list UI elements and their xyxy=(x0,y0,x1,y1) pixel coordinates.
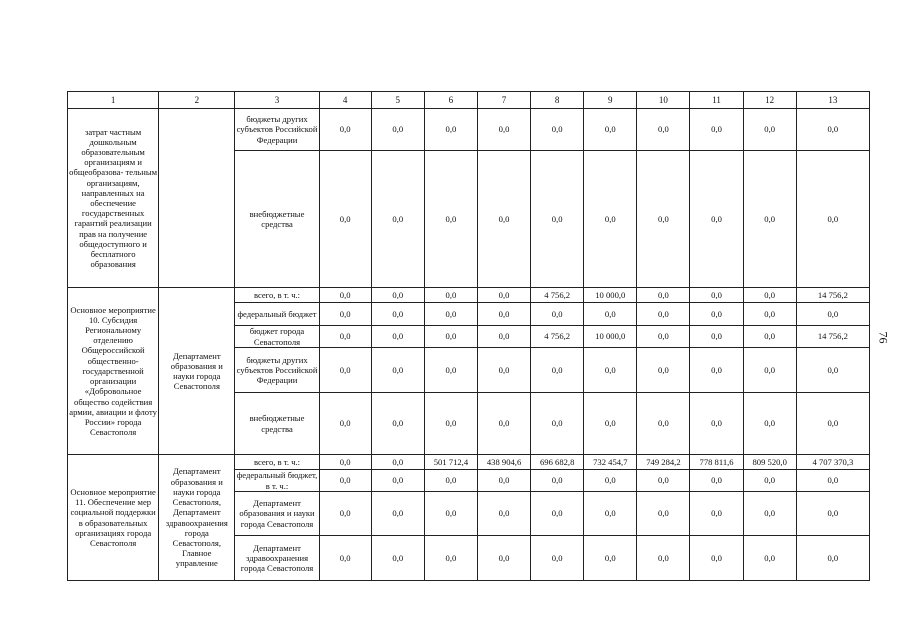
value-cell: 438 904,6 xyxy=(477,455,530,470)
value-cell: 0,0 xyxy=(690,348,743,393)
budget-table xyxy=(67,91,870,581)
table-row xyxy=(68,109,870,151)
value-cell: 0,0 xyxy=(796,151,869,288)
value-cell: 0,0 xyxy=(477,492,530,536)
value-cell: 0,0 xyxy=(531,536,584,581)
value-cell: 0,0 xyxy=(319,492,371,536)
value-cell: 0,0 xyxy=(743,326,796,348)
value-cell: 0,0 xyxy=(424,492,477,536)
header-cell: 3 xyxy=(235,92,319,109)
value-cell: 0,0 xyxy=(690,326,743,348)
header-cell: 11 xyxy=(690,92,743,109)
value-cell: 4 707 370,3 xyxy=(796,455,869,470)
header-cell: 1 xyxy=(68,92,159,109)
value-cell: 0,0 xyxy=(690,536,743,581)
value-cell: 0,0 xyxy=(371,536,424,581)
value-cell: 0,0 xyxy=(371,348,424,393)
value-cell: 0,0 xyxy=(531,151,584,288)
value-cell: 0,0 xyxy=(424,303,477,326)
value-cell: 0,0 xyxy=(743,151,796,288)
header-cell: 6 xyxy=(424,92,477,109)
value-cell: 0,0 xyxy=(796,393,869,455)
measure-name-cell: затрат частным дошкольным образовательным организациям и общеобразова- тельным организациям, направленных на обеспечение государственных гарантий реализации прав на получение общедоступного и бесплатного образования xyxy=(68,109,159,288)
value-cell: 0,0 xyxy=(424,536,477,581)
value-cell: 0,0 xyxy=(584,303,637,326)
value-cell: 0,0 xyxy=(796,303,869,326)
executor-cell: Департамент образования и науки города Севастополя, Департамент здравоохранения города Севастополя, Главное управление xyxy=(159,455,235,581)
value-cell: 0,0 xyxy=(743,348,796,393)
value-cell: 0,0 xyxy=(424,109,477,151)
value-cell: 0,0 xyxy=(584,348,637,393)
value-cell: 4 756,2 xyxy=(531,326,584,348)
value-cell: 0,0 xyxy=(371,326,424,348)
value-cell: 0,0 xyxy=(319,455,371,470)
value-cell: 0,0 xyxy=(743,536,796,581)
value-cell: 4 756,2 xyxy=(531,288,584,303)
value-cell: 0,0 xyxy=(319,288,371,303)
value-cell: 0,0 xyxy=(690,470,743,492)
value-cell: 0,0 xyxy=(531,470,584,492)
value-cell: 0,0 xyxy=(690,303,743,326)
value-cell: 0,0 xyxy=(743,470,796,492)
funding-source-cell: федеральный бюджет xyxy=(235,303,319,326)
value-cell: 0,0 xyxy=(319,348,371,393)
funding-source-cell: федеральный бюджет, в т. ч.: xyxy=(236,470,318,491)
value-cell: 732 454,7 xyxy=(584,455,637,470)
funding-source-cell: бюджеты других субъектов Российской Федерации xyxy=(235,348,319,393)
value-cell: 0,0 xyxy=(424,470,477,492)
value-cell: 0,0 xyxy=(796,470,869,492)
value-cell: 0,0 xyxy=(477,470,530,492)
value-cell: 10 000,0 xyxy=(584,326,637,348)
measure-name-cell: Основное мероприятие 10. Субсидия Региональному отделению Общероссийской общественно- государственной организации «Добровольное общество содействия армии, авиации и флоту России» города Севастополя xyxy=(68,288,159,455)
value-cell: 14 756,2 xyxy=(796,288,869,303)
value-cell: 0,0 xyxy=(743,109,796,151)
funding-source-cell: Департамент образования и науки города Севастополя xyxy=(235,492,319,536)
value-cell: 696 682,8 xyxy=(531,455,584,470)
value-cell: 0,0 xyxy=(371,455,424,470)
value-cell: 0,0 xyxy=(637,470,690,492)
value-cell: 0,0 xyxy=(690,393,743,455)
value-cell: 0,0 xyxy=(584,470,637,492)
value-cell: 0,0 xyxy=(796,536,869,581)
value-cell: 0,0 xyxy=(371,303,424,326)
value-cell: 0,0 xyxy=(637,288,690,303)
value-cell: 0,0 xyxy=(637,109,690,151)
value-cell: 0,0 xyxy=(477,109,530,151)
value-cell: 0,0 xyxy=(690,151,743,288)
page-number: 76 xyxy=(876,331,891,344)
value-cell: 0,0 xyxy=(584,492,637,536)
executor-cell xyxy=(159,109,235,288)
value-cell: 0,0 xyxy=(584,393,637,455)
header-cell: 7 xyxy=(477,92,530,109)
executor-cell: Департамент образования и науки города Севастополя xyxy=(159,288,235,455)
value-cell: 0,0 xyxy=(637,151,690,288)
value-cell: 0,0 xyxy=(319,326,371,348)
value-cell: 0,0 xyxy=(477,393,530,455)
value-cell: 0,0 xyxy=(319,536,371,581)
value-cell: 0,0 xyxy=(371,492,424,536)
value-cell: 0,0 xyxy=(531,303,584,326)
value-cell: 0,0 xyxy=(319,151,371,288)
value-cell: 0,0 xyxy=(424,393,477,455)
value-cell: 0,0 xyxy=(477,151,530,288)
value-cell: 0,0 xyxy=(477,303,530,326)
value-cell: 0,0 xyxy=(796,348,869,393)
value-cell: 0,0 xyxy=(690,288,743,303)
value-cell: 0,0 xyxy=(531,348,584,393)
funding-source-cell: бюджеты других субъектов Российской Федерации xyxy=(235,109,319,151)
table-row xyxy=(68,288,870,303)
value-cell: 809 520,0 xyxy=(743,455,796,470)
header-cell: 8 xyxy=(531,92,584,109)
value-cell: 10 000,0 xyxy=(584,288,637,303)
value-cell: 0,0 xyxy=(637,536,690,581)
value-cell: 0,0 xyxy=(319,109,371,151)
value-cell: 0,0 xyxy=(319,470,371,492)
header-cell: 4 xyxy=(319,92,371,109)
funding-source-cell: внебюджетные средства xyxy=(235,151,319,288)
measure-name-cell: Основное мероприятие 11. Обеспечение мер социальной поддержки в образовательных организациях города Севастополя xyxy=(68,455,159,581)
funding-source-cell: всего, в т. ч.: xyxy=(235,455,319,470)
value-cell: 0,0 xyxy=(424,288,477,303)
value-cell: 0,0 xyxy=(477,288,530,303)
value-cell: 0,0 xyxy=(319,393,371,455)
value-cell: 0,0 xyxy=(690,492,743,536)
value-cell: 0,0 xyxy=(637,393,690,455)
value-cell: 0,0 xyxy=(637,492,690,536)
header-cell: 2 xyxy=(159,92,235,109)
header-cell: 12 xyxy=(743,92,796,109)
value-cell: 0,0 xyxy=(477,348,530,393)
value-cell: 14 756,2 xyxy=(796,326,869,348)
value-cell: 0,0 xyxy=(371,109,424,151)
value-cell: 0,0 xyxy=(637,326,690,348)
value-cell: 778 811,6 xyxy=(690,455,743,470)
header-cell: 13 xyxy=(796,92,869,109)
value-cell: 0,0 xyxy=(424,151,477,288)
funding-source-cell: внебюджетные средства xyxy=(235,393,319,455)
value-cell: 0,0 xyxy=(531,393,584,455)
funding-source-cell: всего, в т. ч.: xyxy=(235,288,319,303)
value-cell: 0,0 xyxy=(796,109,869,151)
value-cell: 0,0 xyxy=(531,492,584,536)
value-cell: 0,0 xyxy=(743,393,796,455)
value-cell: 0,0 xyxy=(584,536,637,581)
header-cell: 9 xyxy=(584,92,637,109)
value-cell: 0,0 xyxy=(637,303,690,326)
value-cell: 749 284,2 xyxy=(637,455,690,470)
value-cell: 0,0 xyxy=(424,348,477,393)
header-row xyxy=(68,92,870,109)
value-cell: 0,0 xyxy=(424,326,477,348)
value-cell: 0,0 xyxy=(690,109,743,151)
funding-source-cell: Департамент здравоохранения города Севастополя xyxy=(235,536,319,581)
funding-source-cell: бюджет города Севастополя xyxy=(235,326,319,348)
value-cell: 0,0 xyxy=(371,151,424,288)
value-cell: 0,0 xyxy=(531,109,584,151)
table-row xyxy=(68,455,870,470)
value-cell: 0,0 xyxy=(371,470,424,492)
value-cell: 0,0 xyxy=(477,326,530,348)
value-cell: 0,0 xyxy=(477,536,530,581)
value-cell: 0,0 xyxy=(371,393,424,455)
value-cell: 0,0 xyxy=(584,151,637,288)
value-cell: 0,0 xyxy=(637,348,690,393)
value-cell: 0,0 xyxy=(796,492,869,536)
value-cell: 0,0 xyxy=(584,109,637,151)
value-cell: 501 712,4 xyxy=(424,455,477,470)
header-cell: 5 xyxy=(371,92,424,109)
value-cell: 0,0 xyxy=(371,288,424,303)
header-cell: 10 xyxy=(637,92,690,109)
value-cell: 0,0 xyxy=(743,303,796,326)
value-cell: 0,0 xyxy=(319,303,371,326)
value-cell: 0,0 xyxy=(743,492,796,536)
value-cell: 0,0 xyxy=(743,288,796,303)
